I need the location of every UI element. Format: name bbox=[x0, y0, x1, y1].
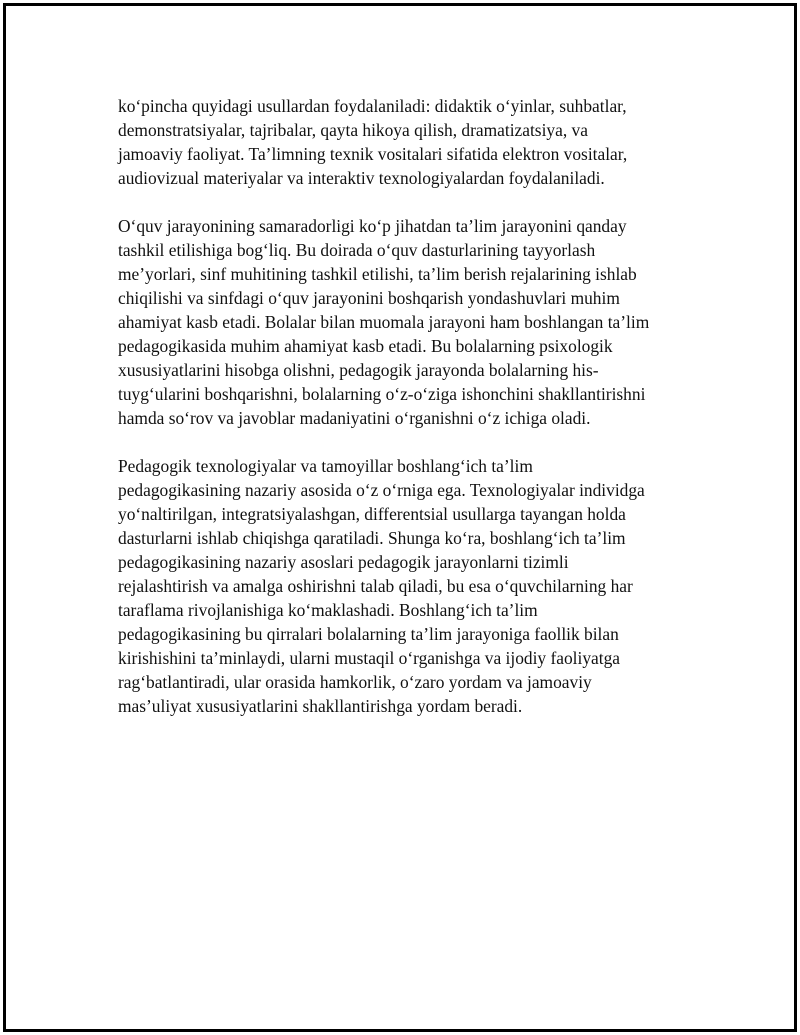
text-line: kirishishini ta’minlaydi, ularni mustaqil o‘rganishga va ijodiy faoliyatga bbox=[118, 648, 620, 668]
text-line: demonstratsiyalar, tajribalar, qayta hikoya qilish, dramatizatsiya, va bbox=[118, 120, 588, 140]
text-line: dasturlarni ishlab chiqishga qaratiladi. Shunga ko‘ra, boshlang‘ich ta’lim bbox=[118, 528, 626, 548]
text-line: taraflama rivojlanishiga ko‘maklashadi. Boshlang‘ich ta’lim bbox=[118, 600, 538, 620]
text-line: tuyg‘ularini boshqarishni, bolalarning o‘z-o‘ziga ishonchini shakllantirishni bbox=[118, 384, 646, 404]
text-line: pedagogikasining bu qirralari bolalarning ta’lim jarayoniga faollik bilan bbox=[118, 624, 619, 644]
text-line: ko‘pincha quyidagi usullardan foydalaniladi: didaktik o‘yinlar, suhbatlar, bbox=[118, 96, 627, 116]
text-line: xususiyatlarini hisobga olishni, pedagogik jarayonda bolalarning his- bbox=[118, 360, 599, 380]
text-line: me’yorlari, sinf muhitining tashkil etilishi, ta’lim berish rejalarining ishlab bbox=[118, 264, 637, 284]
text-line: yo‘naltirilgan, integratsiyalashgan, differentsial usullarga tayangan holda bbox=[118, 504, 626, 524]
paragraph-3 bbox=[118, 454, 678, 718]
text-line: mas’uliyat xususiyatlarini shakllantirishga yordam beradi. bbox=[118, 696, 523, 716]
text-line: rejalashtirish va amalga oshirishni talab qiladi, bu esa o‘quvchilarning har bbox=[118, 576, 633, 596]
text-line: rag‘batlantiradi, ular orasida hamkorlik, o‘zaro yordam va jamoaviy bbox=[118, 672, 592, 692]
text-line: jamoaviy faoliyat. Ta’limning texnik vositalari sifatida elektron vositalar, bbox=[118, 144, 628, 164]
text-line: tashkil etilishiga bog‘liq. Bu doirada o‘quv dasturlarining tayyorlash bbox=[118, 240, 596, 260]
text-line: ahamiyat kasb etadi. Bolalar bilan muomala jarayoni ham boshlangan ta’lim bbox=[118, 312, 650, 332]
text-line: Pedagogik texnologiyalar va tamoyillar boshlang‘ich ta’lim bbox=[118, 456, 533, 476]
document-body bbox=[118, 94, 678, 742]
paragraph-1 bbox=[118, 94, 678, 190]
text-line: chiqilishi va sinfdagi o‘quv jarayonini boshqarish yondashuvlari muhim bbox=[118, 288, 620, 308]
text-line: pedagogikasining nazariy asoslari pedagogik jarayonlarni tizimli bbox=[118, 552, 569, 572]
text-line: pedagogikasining nazariy asosida o‘z o‘rniga ega. Texnologiyalar individga bbox=[118, 480, 645, 500]
text-line: O‘quv jarayonining samaradorligi ko‘p jihatdan ta’lim jarayonini qanday bbox=[118, 216, 627, 236]
text-line: audiovizual materiyalar va interaktiv texnologiyalardan foydalaniladi. bbox=[118, 168, 605, 188]
paragraph-2 bbox=[118, 214, 678, 430]
text-line: hamda so‘rov va javoblar madaniyatini o‘rganishni o‘z ichiga oladi. bbox=[118, 408, 591, 428]
text-line: pedagogikasida muhim ahamiyat kasb etadi. Bu bolalarning psixologik bbox=[118, 336, 613, 356]
